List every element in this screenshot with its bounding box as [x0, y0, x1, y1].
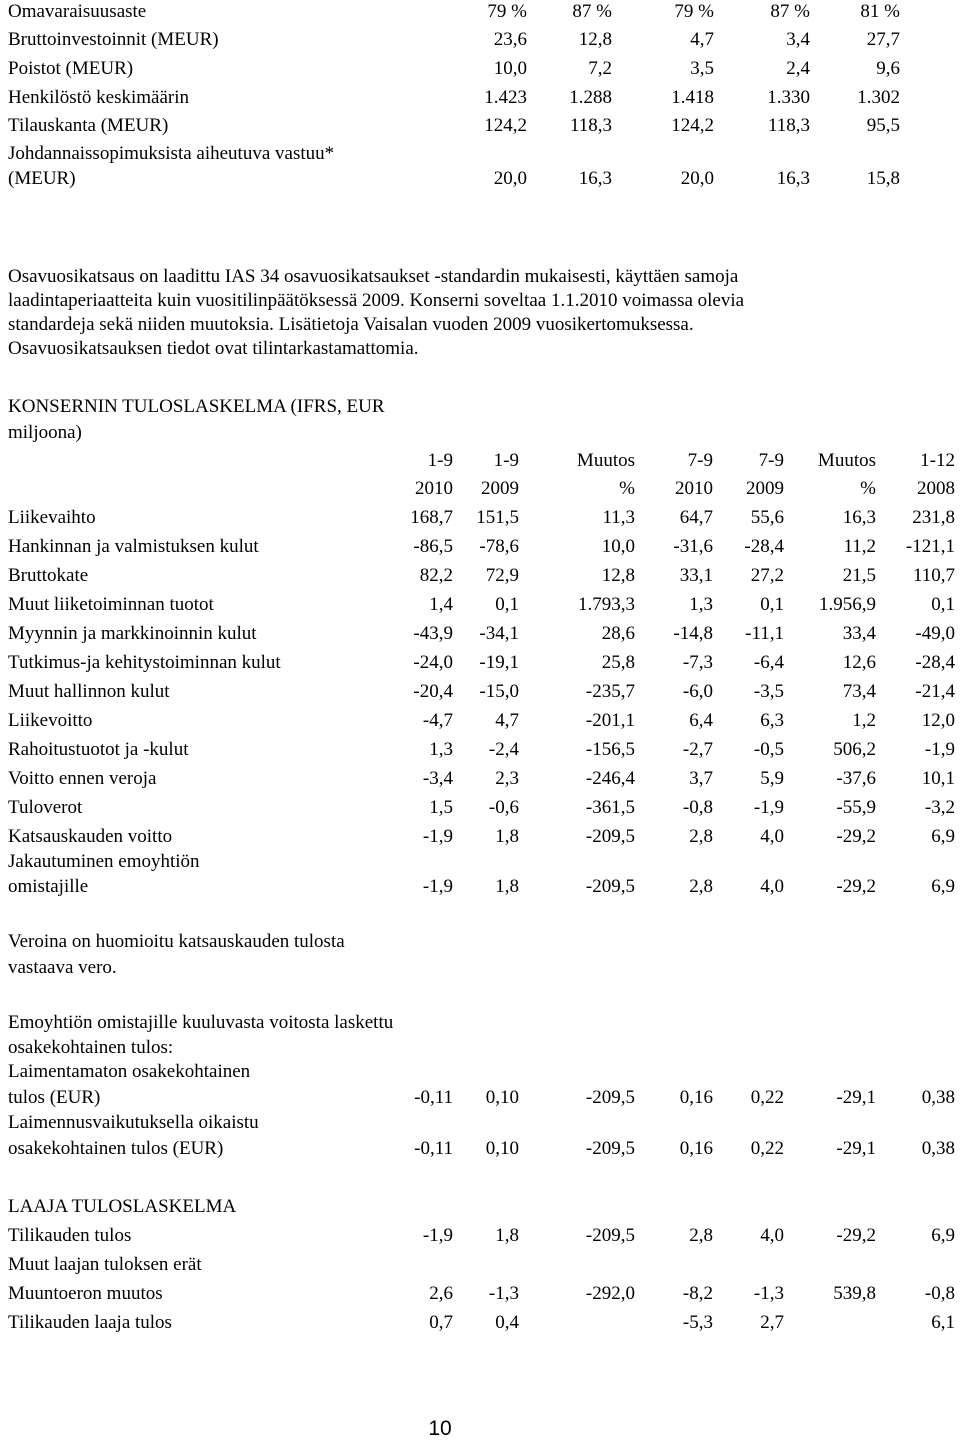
comprehensive-income-title: LAAJA TULOSLASKELMA — [8, 1196, 237, 1217]
attribution-value: -1,9 — [422, 876, 453, 897]
income-row-value: 12,0 — [921, 710, 955, 731]
income-row-value: 168,7 — [410, 507, 453, 528]
income-row-value: 16,3 — [842, 507, 876, 528]
key-figure-label: (MEUR) — [8, 168, 76, 189]
key-figure-value: 118,3 — [569, 115, 612, 136]
income-row-value: -43,9 — [413, 623, 453, 644]
key-figure-value: 1.330 — [767, 87, 810, 108]
comprehensive-row-label: Tilikauden tulos — [8, 1225, 132, 1246]
income-statement-title: KONSERNIN TULOSLASKELMA (IFRS, EUR — [8, 396, 385, 417]
key-figure-value: 1.288 — [569, 87, 612, 108]
note-line: laadintaperiaatteita kuin vuositilinpäätöksessä 2009. Konserni soveltaa 1.1.2010 voimassa olevia — [8, 290, 745, 311]
income-row-value: 1.793,3 — [578, 594, 635, 615]
column-header-value: 2010 — [675, 478, 713, 499]
income-row-value: -15,0 — [479, 681, 519, 702]
income-row-value: 1.956,9 — [819, 594, 876, 615]
attribution-value: -209,5 — [585, 876, 635, 897]
income-row-value: -1,9 — [422, 826, 453, 847]
income-row-value: -49,0 — [915, 623, 955, 644]
income-row-label: Katsauskauden voitto — [8, 826, 173, 847]
key-figure-value: 87 % — [770, 1, 810, 22]
key-figure-value: 87 % — [572, 1, 612, 22]
income-row-value: 1,5 — [429, 797, 453, 818]
comprehensive-row-value: 0,7 — [429, 1312, 453, 1333]
key-figure-value: 7,2 — [588, 58, 612, 79]
income-row-value: 33,1 — [679, 565, 713, 586]
income-row-value: 72,9 — [485, 565, 519, 586]
key-figure-value: 16,3 — [776, 168, 810, 189]
income-row-value: -78,6 — [479, 536, 519, 557]
income-row-label: Hankinnan ja valmistuksen kulut — [8, 536, 259, 557]
income-row-label: Myynnin ja markkinoinnin kulut — [8, 623, 257, 644]
column-header-value: Muutos — [576, 450, 635, 471]
key-figure-value: 95,5 — [866, 115, 900, 136]
note-line: Osavuosikatsauksen tiedot ovat tilintarkastamattomia. — [8, 338, 419, 359]
key-figure-value: 20,0 — [493, 168, 527, 189]
income-row-value: -7,3 — [682, 652, 713, 673]
eps-undiluted-value: -29,1 — [836, 1087, 876, 1108]
key-figure-value: 23,6 — [493, 29, 527, 50]
income-row-value: -24,0 — [413, 652, 453, 673]
income-row-value: -3,2 — [924, 797, 955, 818]
income-row-value: -121,1 — [905, 536, 955, 557]
comprehensive-row-value: -29,2 — [836, 1225, 876, 1246]
comprehensive-row-value: -209,5 — [585, 1225, 635, 1246]
income-row-value: -37,6 — [836, 768, 876, 789]
comprehensive-row-label: Muuntoeron muutos — [8, 1283, 163, 1304]
eps-diluted-value: -0,11 — [414, 1138, 453, 1159]
eps-intro-line: Emoyhtiön omistajille kuuluvasta voitosta laskettu — [8, 1012, 394, 1033]
comprehensive-row-value: 1,8 — [495, 1225, 519, 1246]
income-row-value: 73,4 — [842, 681, 876, 702]
income-row-value: -0,6 — [488, 797, 519, 818]
income-row-value: 1,2 — [852, 710, 876, 731]
column-header-value: 2010 — [415, 478, 453, 499]
income-row-label: Voitto ennen veroja — [8, 768, 157, 789]
income-row-value: -235,7 — [585, 681, 635, 702]
comprehensive-row-value: -0,8 — [924, 1283, 955, 1304]
comprehensive-row-value: -1,9 — [422, 1225, 453, 1246]
key-figure-value: 124,2 — [484, 115, 527, 136]
income-row-label: Tutkimus-ja kehitystoiminnan kulut — [8, 652, 281, 673]
page-number: 10 — [428, 1417, 452, 1440]
income-row-value: 110,7 — [912, 565, 955, 586]
eps-undiluted-value: 0,22 — [750, 1087, 784, 1108]
eps-undiluted-value: 0,10 — [485, 1087, 519, 1108]
income-row-value: 11,2 — [843, 536, 876, 557]
eps-undiluted-value: -209,5 — [585, 1087, 635, 1108]
comprehensive-row-value: 2,6 — [429, 1283, 453, 1304]
key-figure-value: 10,0 — [493, 58, 527, 79]
income-row-value: -6,4 — [753, 652, 784, 673]
income-row-value: -21,4 — [915, 681, 955, 702]
income-row-value: -4,7 — [422, 710, 453, 731]
attribution-value: 1,8 — [495, 876, 519, 897]
eps-diluted-value: 0,16 — [679, 1138, 713, 1159]
key-figure-value: 12,8 — [578, 29, 612, 50]
income-row-label: Liikevaihto — [8, 507, 96, 528]
column-header-value: 2009 — [746, 478, 784, 499]
eps-diluted-value: 0,38 — [921, 1138, 955, 1159]
accounting-policy-note — [8, 265, 958, 361]
eps-undiluted-value: 0,16 — [679, 1087, 713, 1108]
income-row-value: 28,6 — [601, 623, 635, 644]
income-row-value: 21,5 — [842, 565, 876, 586]
key-figure-label: Henkilöstö keskimäärin — [8, 87, 189, 108]
key-figure-value: 15,8 — [866, 168, 900, 189]
income-row-value: -29,2 — [836, 826, 876, 847]
income-row-value: -3,5 — [753, 681, 784, 702]
key-figure-label: Johdannaissopimuksista aiheutuva vastuu* — [8, 143, 335, 164]
income-row-value: -2,7 — [682, 739, 713, 760]
key-figure-value: 3,5 — [690, 58, 714, 79]
comprehensive-row-label: Tilikauden laaja tulos — [8, 1312, 172, 1333]
income-row-value: 6,4 — [689, 710, 713, 731]
comprehensive-row-value: -5,3 — [682, 1312, 713, 1333]
income-row-value: -19,1 — [479, 652, 519, 673]
comprehensive-row-value: 0,4 — [495, 1312, 519, 1333]
note-line: standardeja sekä niiden muutoksia. Lisätietoja Vaisalan vuoden 2009 vuosikertomuksessa. — [8, 314, 694, 335]
income-row-value: 12,8 — [601, 565, 635, 586]
income-row-value: -209,5 — [585, 826, 635, 847]
key-figure-value: 1.418 — [671, 87, 714, 108]
key-figure-label: Omavaraisuusaste — [8, 1, 147, 22]
key-figure-value: 79 % — [674, 1, 714, 22]
income-row-value: 2,8 — [689, 826, 713, 847]
income-row-label: Tuloverot — [8, 797, 83, 818]
income-row-value: -2,4 — [488, 739, 519, 760]
key-figure-value: 2,4 — [786, 58, 810, 79]
attribution-label: omistajille — [8, 876, 89, 897]
income-row-value: 4,0 — [760, 826, 784, 847]
income-row-value: -14,8 — [673, 623, 713, 644]
column-header-value: 1-9 — [493, 450, 519, 471]
eps-diluted-value: 0,22 — [750, 1138, 784, 1159]
income-row-value: 1,4 — [429, 594, 453, 615]
income-row-value: 1,3 — [689, 594, 713, 615]
comprehensive-row-value: -1,3 — [753, 1283, 784, 1304]
income-row-value: 10,0 — [601, 536, 635, 557]
eps-diluted-value: 0,10 — [485, 1138, 519, 1159]
attribution-value: 2,8 — [689, 876, 713, 897]
key-figure-value: 3,4 — [786, 29, 810, 50]
key-figure-value: 27,7 — [866, 29, 900, 50]
attribution-value: 6,9 — [931, 876, 955, 897]
column-header-value: 1-12 — [920, 450, 955, 471]
attribution-value: -29,2 — [836, 876, 876, 897]
eps-intro-line: osakekohtainen tulos: — [8, 1037, 174, 1058]
comprehensive-row-value: 2,7 — [760, 1312, 784, 1333]
income-row-value: 25,8 — [601, 652, 635, 673]
key-figure-label: Poistot (MEUR) — [8, 58, 134, 79]
income-row-label: Muut hallinnon kulut — [8, 681, 170, 702]
eps-diluted-label: osakekohtainen tulos (EUR) — [8, 1138, 224, 1159]
eps-diluted-value: -29,1 — [836, 1138, 876, 1159]
key-figure-value: 9,6 — [876, 58, 900, 79]
key-figure-value: 4,7 — [690, 29, 714, 50]
key-figure-value: 81 % — [860, 1, 900, 22]
income-row-value: -0,5 — [753, 739, 784, 760]
income-row-value: 10,1 — [921, 768, 955, 789]
income-row-value: 2,3 — [495, 768, 519, 789]
income-row-value: -1,9 — [924, 739, 955, 760]
income-row-label: Bruttokate — [8, 565, 89, 586]
comprehensive-row-value: 6,9 — [931, 1225, 955, 1246]
column-header-value: 2009 — [481, 478, 519, 499]
income-row-value: 33,4 — [842, 623, 876, 644]
income-row-value: 151,5 — [476, 507, 519, 528]
key-figure-value: 79 % — [487, 1, 527, 22]
column-header-value: 2008 — [917, 478, 955, 499]
income-row-value: -1,9 — [753, 797, 784, 818]
income-row-label: Rahoitustuotot ja -kulut — [8, 739, 189, 760]
income-row-value: 64,7 — [679, 507, 713, 528]
income-row-value: 6,3 — [760, 710, 784, 731]
income-row-value: -6,0 — [682, 681, 713, 702]
income-row-value: -0,8 — [682, 797, 713, 818]
key-figure-value: 20,0 — [680, 168, 714, 189]
income-row-value: -31,6 — [673, 536, 713, 557]
attribution-value: 4,0 — [760, 876, 784, 897]
income-row-value: 6,9 — [931, 826, 955, 847]
column-header-value: 7-9 — [687, 450, 713, 471]
comprehensive-row-value: -1,3 — [488, 1283, 519, 1304]
income-row-value: -34,1 — [479, 623, 519, 644]
income-row-value: -28,4 — [744, 536, 784, 557]
income-row-label: Muut liiketoiminnan tuotot — [8, 594, 214, 615]
key-figure-value: 1.423 — [484, 87, 527, 108]
income-row-value: -11,1 — [745, 623, 784, 644]
eps-undiluted-label: Laimentamaton osakekohtainen — [8, 1061, 251, 1082]
income-row-value: 82,2 — [419, 565, 453, 586]
income-row-value: -361,5 — [585, 797, 635, 818]
eps-undiluted-value: 0,38 — [921, 1087, 955, 1108]
income-row-value: -55,9 — [836, 797, 876, 818]
key-figure-value: 1.302 — [857, 87, 900, 108]
comprehensive-row-value: -8,2 — [682, 1283, 713, 1304]
key-figure-value: 124,2 — [671, 115, 714, 136]
eps-diluted-label: Laimennusvaikutuksella oikaistu — [8, 1112, 259, 1133]
comprehensive-row-value: 2,8 — [689, 1225, 713, 1246]
income-row-value: 55,6 — [750, 507, 784, 528]
income-row-value: 506,2 — [833, 739, 876, 760]
tax-note-line: Veroina on huomioitu katsauskauden tulosta — [8, 931, 345, 952]
eps-diluted-value: -209,5 — [585, 1138, 635, 1159]
comprehensive-row-label: Muut laajan tuloksen erät — [8, 1254, 202, 1275]
column-header-value: Muutos — [817, 450, 876, 471]
attribution-label: Jakautuminen emoyhtiön — [8, 851, 200, 872]
income-row-value: 27,2 — [750, 565, 784, 586]
income-row-value: 12,6 — [842, 652, 876, 673]
column-header-value: 1-9 — [427, 450, 453, 471]
income-row-value: 0,1 — [495, 594, 519, 615]
income-row-value: 231,8 — [912, 507, 955, 528]
income-row-value: -246,4 — [585, 768, 635, 789]
column-header-value: % — [860, 478, 876, 499]
income-row-label: Liikevoitto — [8, 710, 93, 731]
key-figure-label: Bruttoinvestoinnit (MEUR) — [8, 29, 219, 50]
income-row-value: 11,3 — [602, 507, 635, 528]
income-row-value: -201,1 — [585, 710, 635, 731]
income-row-value: 0,1 — [760, 594, 784, 615]
key-figure-value: 118,3 — [767, 115, 810, 136]
income-statement-title-cont: miljoona) — [8, 422, 82, 443]
income-row-value: 3,7 — [689, 768, 713, 789]
comprehensive-row-value: 4,0 — [760, 1225, 784, 1246]
income-row-value: 1,3 — [429, 739, 453, 760]
eps-undiluted-value: -0,11 — [414, 1087, 453, 1108]
income-row-value: -20,4 — [413, 681, 453, 702]
income-row-value: -86,5 — [413, 536, 453, 557]
income-row-value: 1,8 — [495, 826, 519, 847]
income-row-value: -28,4 — [915, 652, 955, 673]
income-row-value: -3,4 — [422, 768, 453, 789]
key-figure-label: Tilauskanta (MEUR) — [8, 115, 169, 136]
income-row-value: -156,5 — [585, 739, 635, 760]
comprehensive-row-value: 6,1 — [931, 1312, 955, 1333]
comprehensive-row-value: -292,0 — [585, 1283, 635, 1304]
income-row-value: 4,7 — [495, 710, 519, 731]
key-figure-value: 16,3 — [578, 168, 612, 189]
column-header-value: % — [619, 478, 635, 499]
income-row-value: 5,9 — [760, 768, 784, 789]
comprehensive-row-value: 539,8 — [833, 1283, 876, 1304]
tax-note-line: vastaava vero. — [8, 957, 117, 978]
eps-undiluted-label: tulos (EUR) — [8, 1087, 101, 1108]
note-line: Osavuosikatsaus on laadittu IAS 34 osavuosikatsaukset -standardin mukaisesti, käyttäen samoja — [8, 266, 739, 287]
column-header-value: 7-9 — [758, 450, 784, 471]
income-row-value: 0,1 — [931, 594, 955, 615]
